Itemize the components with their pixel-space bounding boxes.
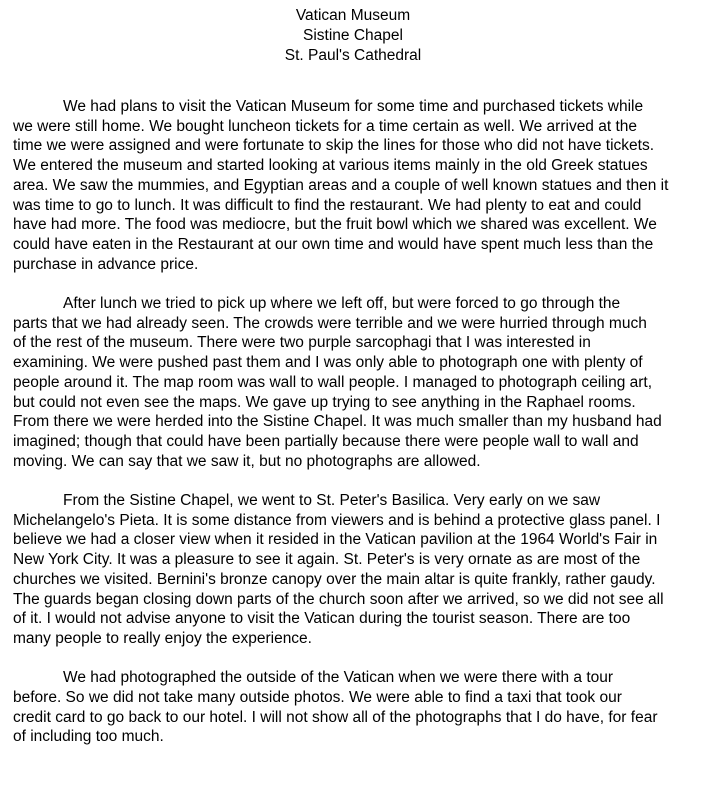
paragraph-spacer [13,471,693,491]
document-page [13,6,693,747]
paragraph-spacer [13,274,693,294]
paragraph-after-lunch: After lunch we tried to pick up where we left off, but were forced to go through the parts that we had already seen. The crowds were terrible and we were hurried through much of the rest of the museum. There were two purple sarcophagi that I was interested in examining. We were pushed past them and I was only able to photograph one with plenty of people around it. The map room was wall to wall people. I managed to photograph ceiling art, but could not even see the maps. We gave up trying to see anything in the Raphael rooms. From there we were herded into the Sistine Chapel. It was much smaller than my husband had imagined; though that could have been partially because there were people wall to wall and moving. We can say that we saw it, but no photographs are allowed. [13,295,662,470]
paragraph-spacer [13,649,693,669]
document-title [13,6,693,66]
title-line-1: Vatican Museum [295,7,411,24]
paragraph-st-peters: From the Sistine Chapel, we went to St. Peter's Basilica. Very early on we saw Michelangelo's Pieta. It is some distance from viewers and is behind a protective glass panel. I believe we had a closer view when it resided in the Vatican pavilion at the 1964 World's Fair in New York City. It was a pleasure to see it again. St. Peter's is very ornate as are most of the churches we visited. Bernini's bronze canopy over the main altar is quite frankly, rather gaudy. The guards began closing down parts of the church soon after we arrived, so we did not see all of it. I would not advise anyone to visit the Vatican during the tourist season. There are too many people to really enjoy the experience. [13,492,664,647]
title-spacer [13,66,693,97]
title-line-2: Sistine Chapel [303,27,403,44]
paragraph-closing: We had photographed the outside of the Vatican when we were there with a tour before. So we did not take many outside photos. We were able to find a taxi that took our credit card to go back to our hotel. I will not show all of the photographs that I do have, for fear of including too much. [13,669,658,746]
paragraph-museum-visit: We had plans to visit the Vatican Museum for some time and purchased tickets while we were still home. We bought luncheon tickets for a time certain as well. We arrived at the time we were assigned and were fortunate to skip the lines for those who did not have tickets. We entered the museum and started looking at various items mainly in the old Greek statues area. We saw the mummies, and Egyptian areas and a couple of well known statues and then it was time to go to lunch. It was difficult to find the restaurant. We had plenty to eat and could have had more. The food was mediocre, but the fruit bowl which we shared was excellent. We could have eaten in the Restaurant at our own time and would have spent much less than the purchase in advance price. [13,98,669,273]
title-line-3: St. Paul's Cathedral [284,47,422,64]
